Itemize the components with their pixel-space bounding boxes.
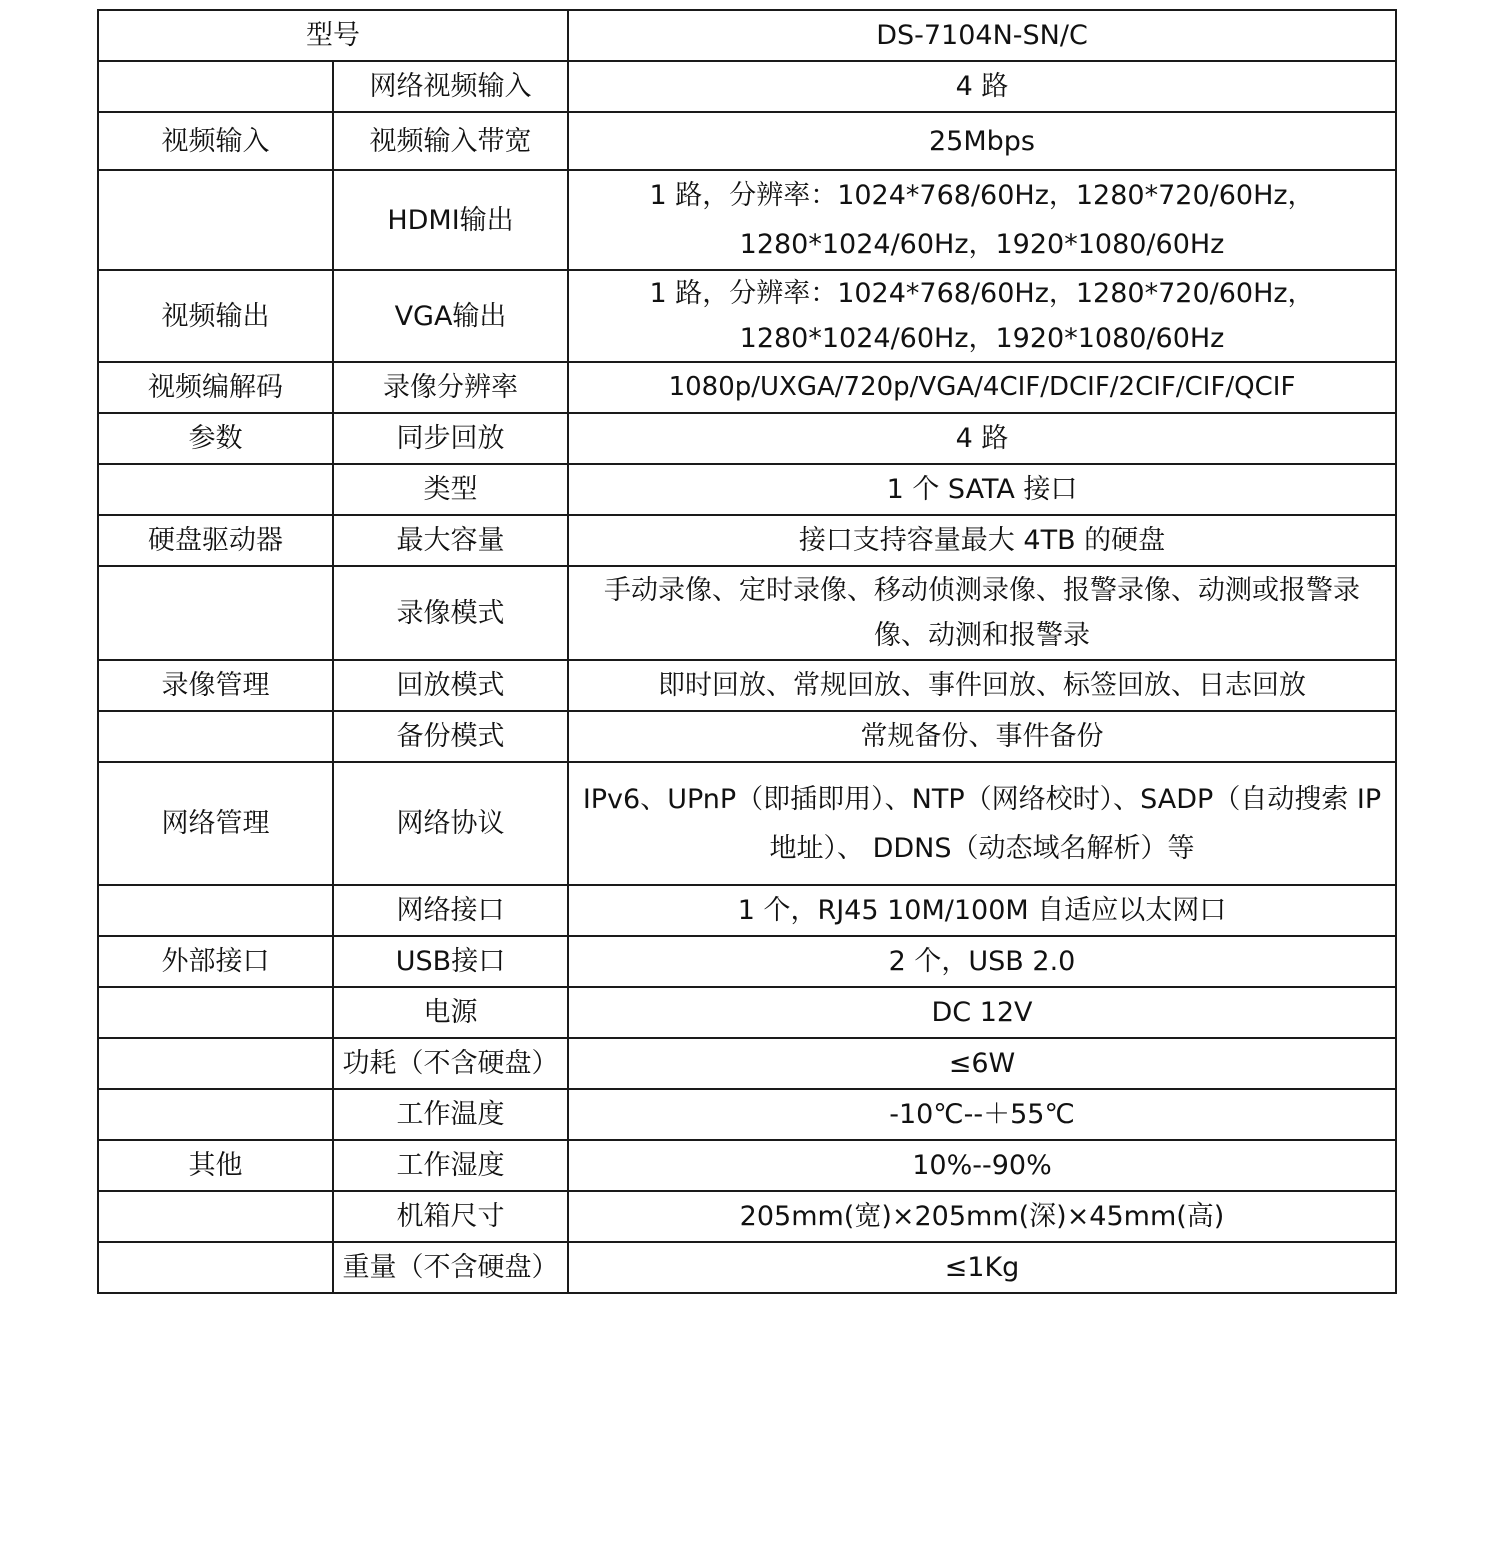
table-row — [98, 413, 1396, 464]
table-row — [98, 270, 1396, 362]
category-cell: 外部接口 — [98, 936, 333, 987]
attribute-cell: 录像模式 — [333, 566, 568, 660]
attribute-cell: 备份模式 — [333, 711, 568, 762]
category-cell — [98, 170, 333, 270]
value-cell: ≤1Kg — [568, 1242, 1396, 1293]
attribute-cell: VGA输出 — [333, 270, 568, 362]
attribute-cell: 类型 — [333, 464, 568, 515]
category-cell: 其他 — [98, 1140, 333, 1191]
table-row — [98, 660, 1396, 711]
value-cell: 1080p/UXGA/720p/VGA/4CIF/DCIF/2CIF/CIF/QCIF — [568, 362, 1396, 413]
attribute-cell: HDMI输出 — [333, 170, 568, 270]
category-cell — [98, 566, 333, 660]
value-cell: 接口支持容量最大 4TB 的硬盘 — [568, 515, 1396, 566]
attribute-cell: 同步回放 — [333, 413, 568, 464]
category-cell — [98, 711, 333, 762]
value-cell: 1 个，RJ45 10M/100M 自适应以太网口 — [568, 885, 1396, 936]
table-header-row — [98, 10, 1396, 61]
value-cell: 205mm(宽)×205mm(深)×45mm(高) — [568, 1191, 1396, 1242]
attribute-cell: 录像分辨率 — [333, 362, 568, 413]
table-row — [98, 1242, 1396, 1293]
category-cell: 网络管理 — [98, 762, 333, 885]
value-cell: 1 个 SATA 接口 — [568, 464, 1396, 515]
spec-table — [97, 9, 1397, 1294]
category-cell: 视频输出 — [98, 270, 333, 362]
attribute-cell: 网络视频输入 — [333, 61, 568, 112]
attribute-cell: USB接口 — [333, 936, 568, 987]
attribute-cell: 最大容量 — [333, 515, 568, 566]
category-cell: 参数 — [98, 413, 333, 464]
category-cell — [98, 1038, 333, 1089]
value-cell: 手动录像、定时录像、移动侦测录像、报警录像、动测或报警录像、动测和报警录 — [568, 566, 1396, 660]
category-cell: 硬盘驱动器 — [98, 515, 333, 566]
category-cell — [98, 464, 333, 515]
category-cell: 视频编解码 — [98, 362, 333, 413]
value-cell: 1 路，分辨率：1024*768/60Hz，1280*720/60Hz，1280*1024/60Hz，1920*1080/60Hz — [568, 170, 1396, 270]
table-row — [98, 762, 1396, 885]
table-row — [98, 61, 1396, 112]
attribute-cell: 工作湿度 — [333, 1140, 568, 1191]
category-cell — [98, 1242, 333, 1293]
attribute-cell: 机箱尺寸 — [333, 1191, 568, 1242]
attribute-cell: 重量（不含硬盘） — [333, 1242, 568, 1293]
value-cell: 4 路 — [568, 61, 1396, 112]
value-cell: DC 12V — [568, 987, 1396, 1038]
table-row — [98, 362, 1396, 413]
table-row — [98, 515, 1396, 566]
attribute-cell: 回放模式 — [333, 660, 568, 711]
attribute-cell: 电源 — [333, 987, 568, 1038]
category-cell — [98, 885, 333, 936]
table-row — [98, 987, 1396, 1038]
value-cell: 10%--90% — [568, 1140, 1396, 1191]
table-row — [98, 112, 1396, 170]
table-row — [98, 464, 1396, 515]
value-cell: -10℃--＋55℃ — [568, 1089, 1396, 1140]
value-cell: 1 路，分辨率：1024*768/60Hz，1280*720/60Hz，1280*1024/60Hz，1920*1080/60Hz — [568, 270, 1396, 362]
value-cell: 25Mbps — [568, 112, 1396, 170]
table-row — [98, 1089, 1396, 1140]
table-row — [98, 1140, 1396, 1191]
table-row — [98, 566, 1396, 660]
table-row — [98, 170, 1396, 270]
attribute-cell: 网络接口 — [333, 885, 568, 936]
category-cell — [98, 1191, 333, 1242]
value-cell: 即时回放、常规回放、事件回放、标签回放、日志回放 — [568, 660, 1396, 711]
table-row — [98, 1191, 1396, 1242]
category-cell: 录像管理 — [98, 660, 333, 711]
category-cell — [98, 987, 333, 1038]
attribute-cell: 功耗（不含硬盘） — [333, 1038, 568, 1089]
table-row — [98, 936, 1396, 987]
category-cell: 视频输入 — [98, 112, 333, 170]
value-cell: ≤6W — [568, 1038, 1396, 1089]
attribute-cell: 工作温度 — [333, 1089, 568, 1140]
table-row — [98, 711, 1396, 762]
model-label: 型号 — [98, 10, 568, 61]
value-cell: 2 个，USB 2.0 — [568, 936, 1396, 987]
value-cell: 常规备份、事件备份 — [568, 711, 1396, 762]
attribute-cell: 网络协议 — [333, 762, 568, 885]
value-cell: 4 路 — [568, 413, 1396, 464]
category-cell — [98, 1089, 333, 1140]
table-row — [98, 885, 1396, 936]
table-row — [98, 1038, 1396, 1089]
model-value: DS-7104N-SN/C — [568, 10, 1396, 61]
category-cell — [98, 61, 333, 112]
value-cell: IPv6、UPnP（即插即用）、NTP（网络校时）、SADP（自动搜索 IP 地址）、 DDNS（动态域名解析）等 — [568, 762, 1396, 885]
attribute-cell: 视频输入带宽 — [333, 112, 568, 170]
